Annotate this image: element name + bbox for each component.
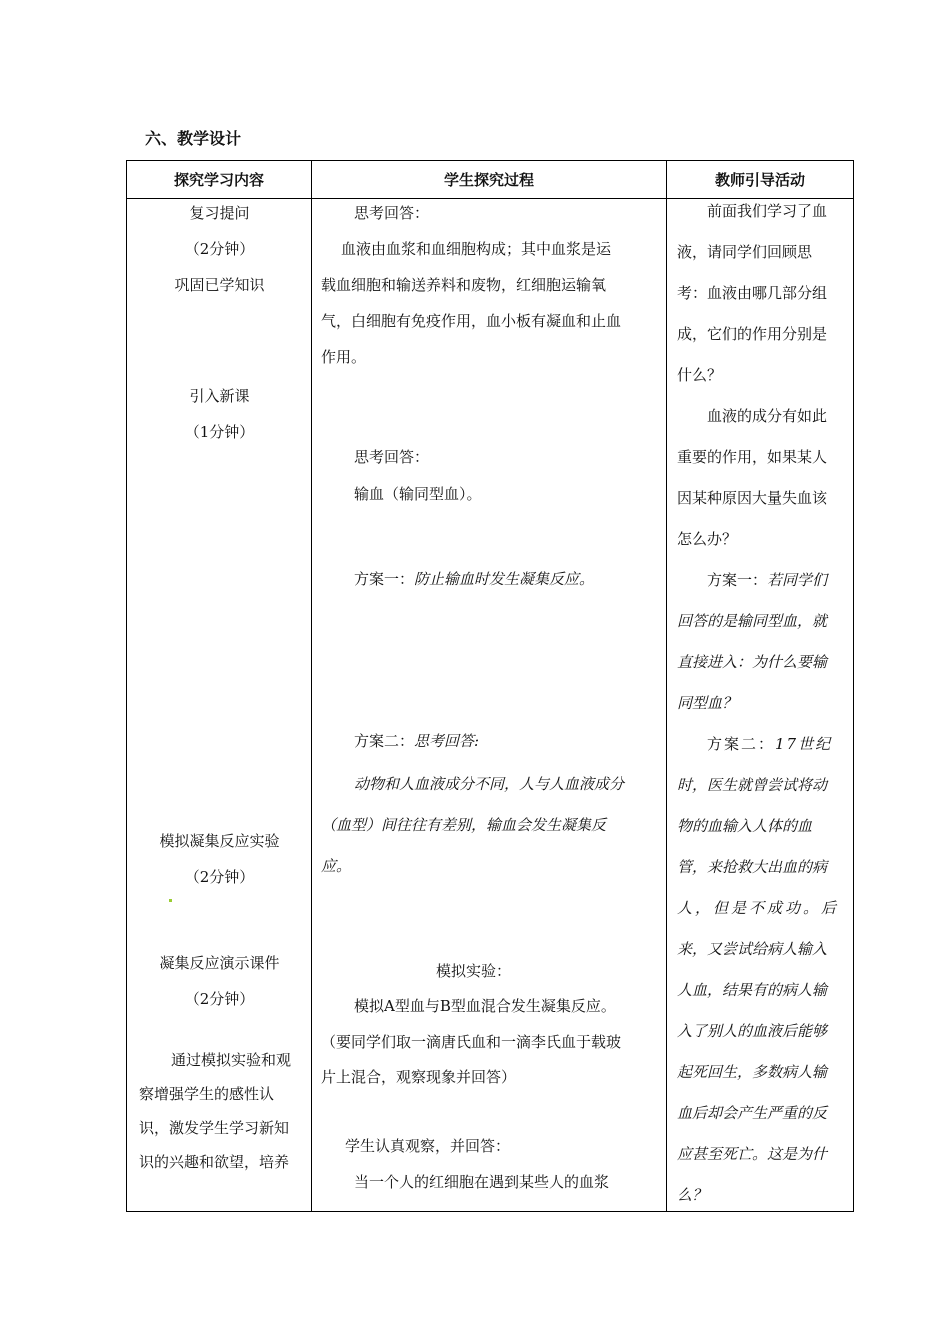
lead1-line: 液，请同学们回顾思: [677, 243, 813, 261]
sim-desc: 模拟A型血与B型血混合发生凝集反应。: [354, 997, 616, 1015]
teacher-plan2-line: 管，来抢救大出血的病: [677, 858, 828, 876]
purpose-line: 识的兴趣和欲望，培养: [139, 1153, 290, 1171]
teacher-plan2-line: 入了别人的血液后能够: [677, 1022, 828, 1040]
teacher-plan1-line: 同型血？: [677, 694, 738, 712]
lead1-line: 成，它们的作用分别是: [677, 325, 828, 343]
intro-title: 引入新课: [189, 387, 250, 405]
answer-line: 作用。: [321, 348, 367, 366]
answer-line: 气，白细胞有免疫作用，血小板有凝血和止血: [321, 312, 622, 330]
plan2-label: 方案二：: [354, 732, 415, 750]
lead1-line: 考：血液由哪几部分组: [677, 284, 828, 302]
lead2-line: 因某种原因大量失血该: [677, 489, 828, 507]
teacher-plan2-line: 人，但是不成功。后: [677, 899, 840, 917]
section-title: 六、教学设计: [145, 129, 242, 148]
lead1-line: 什么？: [677, 366, 723, 384]
sim-label: 模拟实验：: [436, 962, 512, 980]
transfusion-answer: 输血（输同型血）。: [354, 485, 482, 503]
teacher-activity-cell: [667, 199, 854, 1212]
think-label: 思考回答：: [354, 448, 430, 466]
header-content: 探究学习内容: [127, 161, 312, 199]
student-process-cell: [312, 199, 667, 1212]
teacher-plan1: [677, 560, 847, 601]
purpose-line: 通过模拟实验和观: [171, 1051, 292, 1069]
lead1: [677, 191, 847, 1216]
lead2-line: 血液的成分有如此: [707, 407, 828, 425]
teacher-plan2-line: 血后却会产生严重的反: [677, 1104, 828, 1122]
answer-line: 载血细胞和输送养料和废物，红细胞运输氧: [321, 276, 607, 294]
plan2-answer-line: 动物和人血液成分不同，人与人血液成分: [354, 775, 625, 793]
teaching-design-table: [126, 160, 854, 1212]
intro-time: （1分钟）: [184, 423, 255, 441]
purpose-line: 识，激发学生学习新知: [139, 1119, 290, 1137]
purpose-line: 察增强学生的感性认: [139, 1085, 275, 1103]
plan2-think: 思考回答:: [414, 732, 480, 750]
sim-note-line: 片上混合，观察现象并回答）: [321, 1068, 517, 1086]
plan2-answer-line: 应。: [321, 857, 352, 875]
observe-text: 学生认真观察，并回答：: [345, 1137, 511, 1155]
teacher-plan2-label: 方案二：: [707, 735, 776, 753]
lead1-line: 前面我们学习了血: [707, 202, 828, 220]
lead2-line: 怎么办？: [677, 530, 738, 548]
teacher-plan2-line: 么？: [677, 1186, 708, 1204]
teacher-plan2-line: 起死回生，多数病人输: [677, 1063, 828, 1081]
review-time: （2分钟）: [184, 240, 255, 258]
teacher-plan2-line: 应甚至死亡。这是为什: [677, 1145, 828, 1163]
table-row: [127, 199, 854, 1212]
teacher-plan2-line: 人血，结果有的病人输: [677, 981, 828, 999]
courseware-title: 凝集反应演示课件: [159, 954, 280, 972]
teacher-plan1-line: 直接进入：为什么要输: [677, 653, 828, 671]
think-label: 思考回答：: [354, 204, 430, 222]
sim-note-line: （要同学们取一滴唐氏血和一滴李氏血于载玻: [321, 1033, 622, 1051]
teacher-plan1-line: 若同学们: [767, 571, 828, 589]
review-title: 复习提问: [189, 204, 250, 222]
plan2: [354, 729, 479, 753]
teacher-plan1-line: 回答的是输同型血，就: [677, 612, 828, 630]
plan1-text: 防止输血时发生凝集反应。: [414, 570, 595, 588]
sim-title: 模拟凝集反应实验: [159, 832, 280, 850]
plan1: [354, 567, 594, 591]
header-teacher-activity: 教师引导活动: [667, 161, 854, 199]
teacher-plan2-line: 物的血输入人体的血: [677, 817, 813, 835]
plan1-label: 方案一：: [354, 570, 415, 588]
teacher-plan1-label: 方案一：: [707, 571, 768, 589]
header-student-process: 学生探究过程: [312, 161, 667, 199]
observe-answer: 当一个人的红细胞在遇到某些人的血浆: [354, 1173, 610, 1191]
sim-time: （2分钟）: [184, 868, 255, 886]
courseware-time: （2分钟）: [184, 990, 255, 1008]
plan2-answer-line: （血型）间往往有差别，输血会发生凝集反: [321, 816, 607, 834]
lead2-line: 重要的作用，如果某人: [677, 448, 828, 466]
review-goal: 巩固已学知识: [174, 276, 265, 294]
teacher-plan2-line: 时，医生就曾尝试将动: [677, 776, 828, 794]
answer-line: 血液由血浆和血细胞构成；其中血浆是运: [341, 240, 612, 258]
teacher-plan2-line: 来，又尝试给病人输入: [677, 940, 828, 958]
green-dot-mark: [169, 899, 172, 902]
teacher-plan2: [677, 724, 847, 765]
teacher-plan2-line: 17世纪: [775, 735, 833, 753]
content-cell: [127, 199, 312, 1212]
